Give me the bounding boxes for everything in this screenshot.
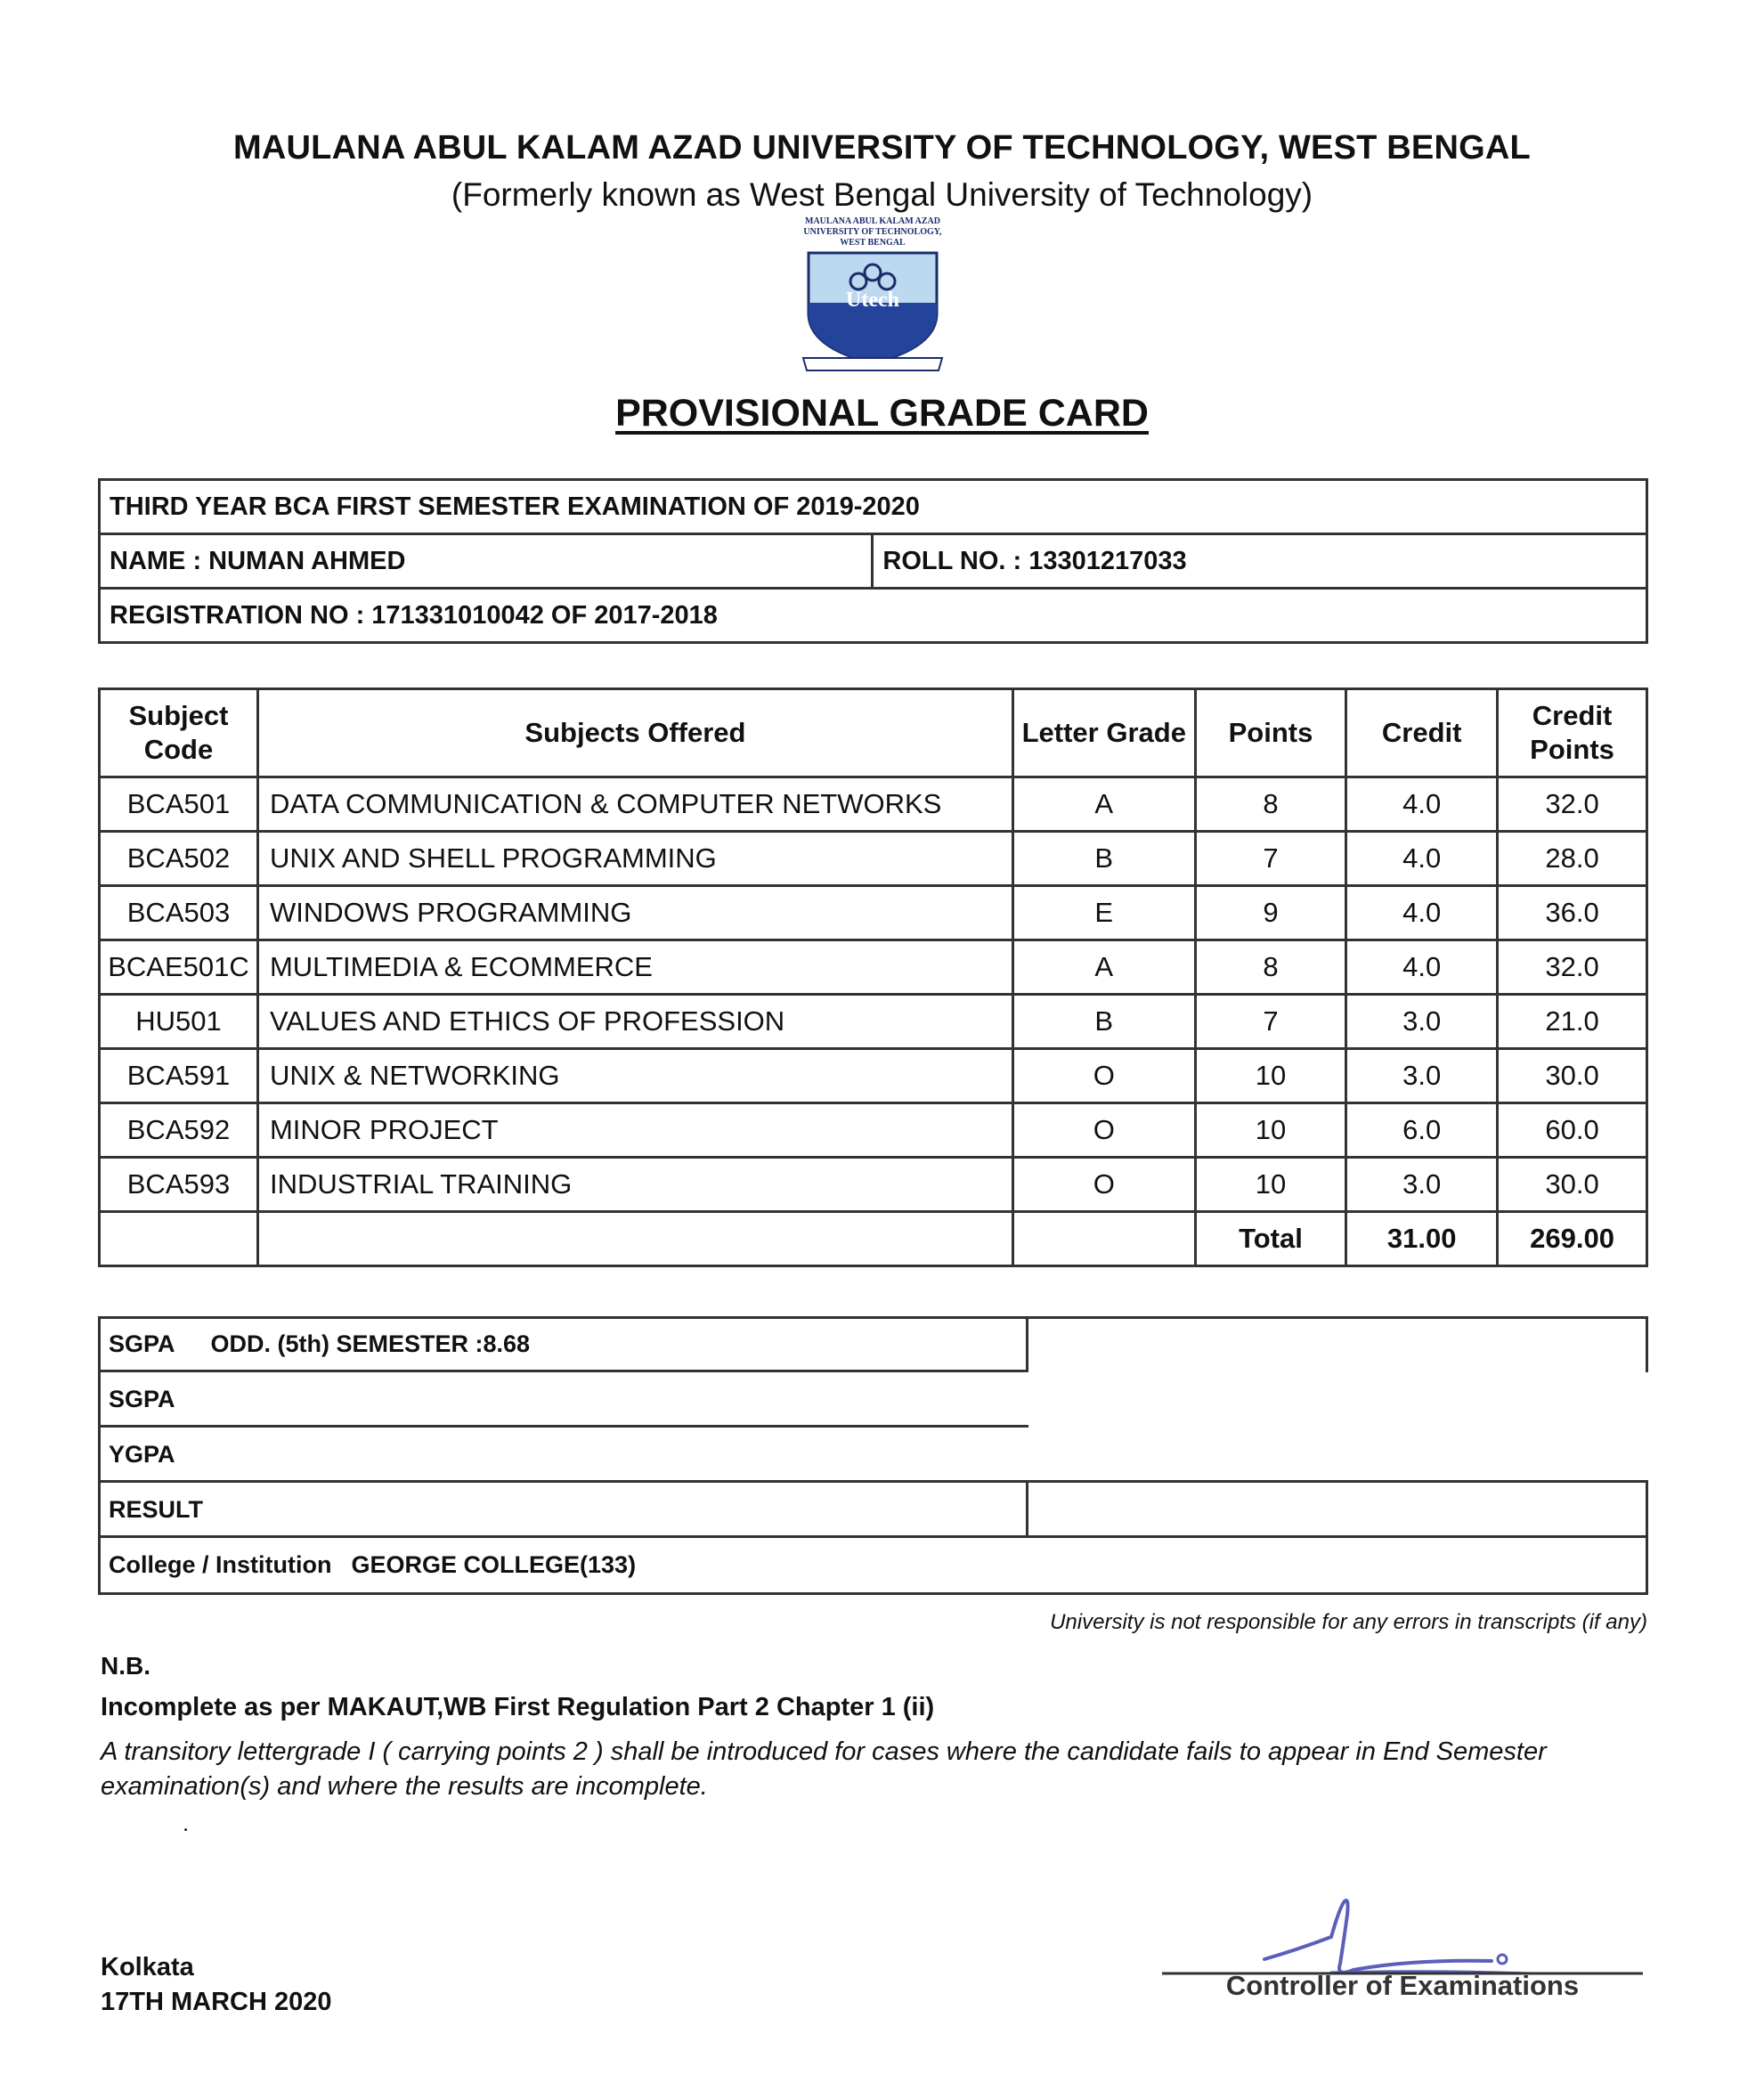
table-row: [100, 995, 1647, 1049]
logo-text-line-2: UNIVERSITY OF TECHNOLOGY,: [803, 227, 942, 237]
empty-cell: [100, 1212, 258, 1266]
subject-code: BCA502: [100, 832, 258, 886]
table-row: [100, 886, 1647, 940]
ygpa-label: YGPA: [109, 1441, 175, 1468]
grade-points: 7: [1195, 995, 1346, 1049]
college-label: College / Institution: [109, 1551, 332, 1578]
subject-name: UNIX & NETWORKING: [257, 1049, 1012, 1103]
letter-grade: E: [1012, 886, 1195, 940]
page-title-text: PROVISIONAL GRADE CARD: [615, 392, 1149, 435]
credit-points: 30.0: [1498, 1158, 1647, 1212]
subject-name: WINDOWS PROGRAMMING: [257, 886, 1012, 940]
subject-name: VALUES AND ETHICS OF PROFESSION: [257, 995, 1012, 1049]
university-logo: [784, 214, 962, 378]
table-row: [100, 832, 1647, 886]
grades-header-row: [100, 689, 1647, 777]
letter-grade: O: [1012, 1158, 1195, 1212]
registration-number: REGISTRATION NO : 171331010042 OF 2017-2018: [100, 589, 1647, 643]
credit-points: 28.0: [1498, 832, 1647, 886]
credit: 3.0: [1346, 995, 1498, 1049]
grade-points: 8: [1195, 940, 1346, 995]
subject-code: BCA501: [100, 777, 258, 832]
table-row: [100, 777, 1647, 832]
nb-heading: N.B.: [101, 1652, 150, 1680]
controller-title: Controller of Examinations: [1225, 1970, 1580, 2001]
exam-title: THIRD YEAR BCA FIRST SEMESTER EXAMINATION OF 2019-2020: [100, 480, 1647, 534]
college-row: [98, 1537, 1648, 1592]
dot-mark: .: [183, 1810, 190, 1836]
header-credit: Credit: [1346, 689, 1498, 777]
letter-grade: A: [1012, 940, 1195, 995]
grade-points: 8: [1195, 777, 1346, 832]
logo-text-line-3: WEST BENGAL: [840, 238, 906, 248]
issue-date: 17TH MARCH 2020: [101, 1988, 332, 2016]
table-row: [100, 1103, 1647, 1158]
regulation-text: A transitory lettergrade I ( carrying points 2 ) shall be introduced for cases where the candidate fails to appear in End Semester examination(s) and where the results are incomplete.: [101, 1737, 1547, 1801]
credit-points: 60.0: [1498, 1103, 1647, 1158]
grade-points: 9: [1195, 886, 1346, 940]
credit: 4.0: [1346, 940, 1498, 995]
header-letter-grade: Letter Grade: [1012, 689, 1195, 777]
letter-grade: A: [1012, 777, 1195, 832]
table-row: [100, 1158, 1647, 1212]
subject-code: BCA593: [100, 1158, 258, 1212]
header-credit-points: Credit Points: [1498, 689, 1647, 777]
disclaimer: University is not responsible for any errors in transcripts (if any): [1050, 1610, 1647, 1634]
grade-points: 7: [1195, 832, 1346, 886]
subject-name: UNIX AND SHELL PROGRAMMING: [257, 832, 1012, 886]
ygpa-row: [98, 1427, 1648, 1482]
credit: 4.0: [1346, 777, 1498, 832]
roll-number: ROLL NO. : 13301217033: [873, 534, 1647, 589]
credit-points: 21.0: [1498, 995, 1647, 1049]
logo-text-line-1: MAULANA ABUL KALAM AZAD: [805, 216, 940, 226]
total-row: [100, 1212, 1647, 1266]
header-subjects-offered: Subjects Offered: [257, 689, 1012, 777]
empty-cell: [257, 1212, 1012, 1266]
credit-points: 36.0: [1498, 886, 1647, 940]
credit-points: 30.0: [1498, 1049, 1647, 1103]
subject-code: BCAE501C: [100, 940, 258, 995]
total-label: Total: [1195, 1212, 1346, 1266]
credit: 3.0: [1346, 1158, 1498, 1212]
letter-grade: B: [1012, 832, 1195, 886]
subject-name: INDUSTRIAL TRAINING: [257, 1158, 1012, 1212]
subject-code: HU501: [100, 995, 258, 1049]
university-former-name: (Formerly known as West Bengal University of Technology): [451, 176, 1313, 213]
letter-grade: B: [1012, 995, 1195, 1049]
university-name: MAULANA ABUL KALAM AZAD UNIVERSITY OF TECHNOLOGY, WEST BENGAL: [233, 129, 1531, 167]
issue-place-date: [101, 1950, 331, 2020]
credit: 4.0: [1346, 832, 1498, 886]
total-credit-points: 269.00: [1498, 1212, 1647, 1266]
sgpa-row: [98, 1371, 1026, 1427]
college-value: GEORGE COLLEGE(133): [351, 1551, 637, 1578]
subject-code: BCA592: [100, 1103, 258, 1158]
student-info-table: [98, 478, 1648, 644]
page-title: [0, 392, 1764, 435]
sgpa-label: SGPA: [109, 1330, 175, 1357]
grades-table: [98, 687, 1648, 1267]
sgpa-odd-value: ODD. (5th) SEMESTER :8.68: [210, 1330, 531, 1357]
subject-code: BCA591: [100, 1049, 258, 1103]
credit: 3.0: [1346, 1049, 1498, 1103]
credit-points: 32.0: [1498, 777, 1647, 832]
sgpa-odd-row: [98, 1316, 1026, 1371]
result-row: [98, 1482, 1026, 1537]
issue-place: Kolkata: [101, 1953, 194, 1981]
result-label: RESULT: [109, 1496, 203, 1523]
letter-grade: O: [1012, 1049, 1195, 1103]
table-row: [100, 940, 1647, 995]
credit: 4.0: [1346, 886, 1498, 940]
credit-points: 32.0: [1498, 940, 1647, 995]
subject-name: MULTIMEDIA & ECOMMERCE: [257, 940, 1012, 995]
credit: 6.0: [1346, 1103, 1498, 1158]
sgpa-label: SGPA: [109, 1386, 175, 1412]
grade-points: 10: [1195, 1103, 1346, 1158]
total-credit: 31.00: [1346, 1212, 1498, 1266]
table-row: [100, 1049, 1647, 1103]
student-name: NAME : NUMAN AHMED: [100, 534, 873, 589]
header-subject-code: Subject Code: [100, 689, 258, 777]
subject-name: MINOR PROJECT: [257, 1103, 1012, 1158]
grade-points: 10: [1195, 1049, 1346, 1103]
grade-points: 10: [1195, 1158, 1346, 1212]
logo-word: Utech: [846, 289, 899, 312]
letter-grade: O: [1012, 1103, 1195, 1158]
subject-name: DATA COMMUNICATION & COMPUTER NETWORKS: [257, 777, 1012, 832]
result-summary: [98, 1316, 1648, 1595]
regulation-reference: Incomplete as per MAKAUT,WB First Regulation Part 2 Chapter 1 (ii): [101, 1693, 935, 1721]
empty-cell: [1012, 1212, 1195, 1266]
subject-code: BCA503: [100, 886, 258, 940]
header-points: Points: [1195, 689, 1346, 777]
